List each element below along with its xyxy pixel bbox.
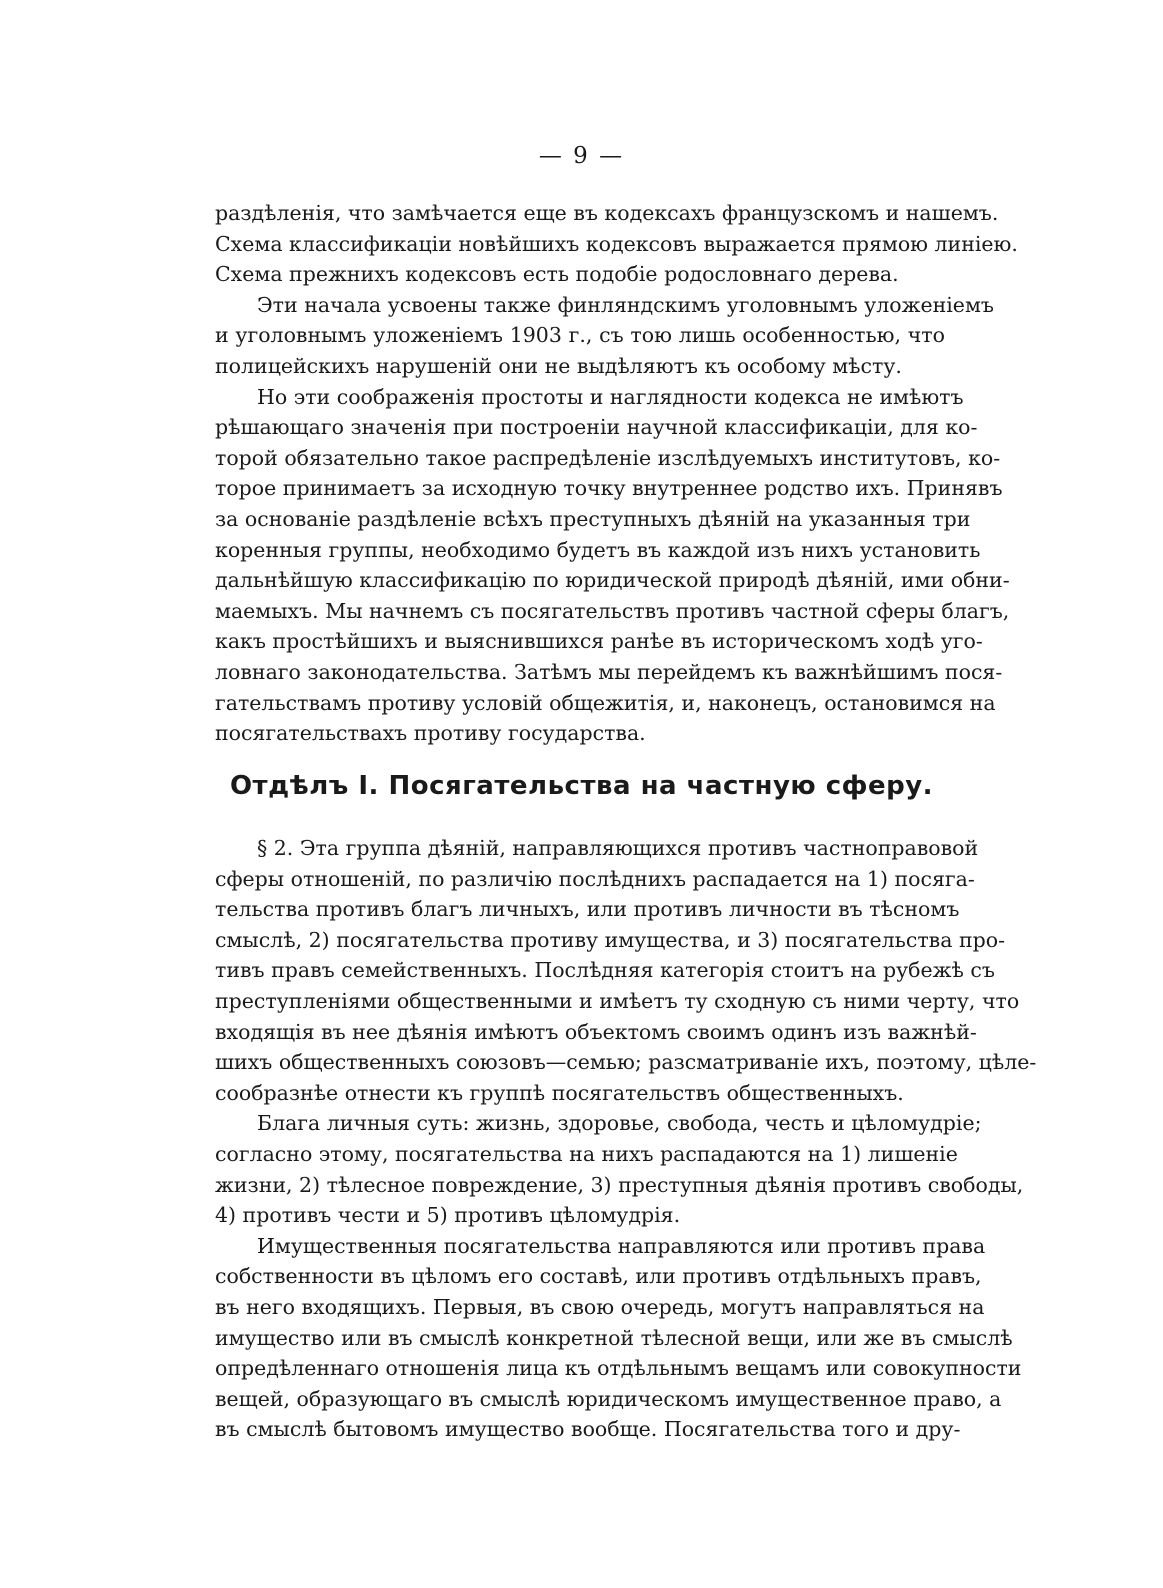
text-line: преступленіями общественными и имѣетъ ту сходную съ ними черту, что xyxy=(215,988,1020,1013)
text-line: жизни, 2) тѣлесное повреждение, 3) преступныя дѣянія противъ свободы, xyxy=(215,1172,1024,1197)
text-line: въ смыслѣ бытовомъ имущество вообще. Посягательства того и дру- xyxy=(215,1417,961,1442)
text-line: вещей, образующаго въ смыслѣ юридическомъ имущественное право, а xyxy=(215,1386,1002,1411)
text-line: тельства противъ благъ личныхъ, или противъ личности въ тѣсномъ xyxy=(215,897,960,922)
text-line: сообразнѣе отнести къ группѣ посягательствъ общественныхъ. xyxy=(215,1080,904,1105)
text-line: торое принимаетъ за исходную точку внутреннее родство ихъ. Принявъ xyxy=(215,476,1003,501)
text-block-top xyxy=(215,198,1018,749)
text-line: Схема классификаціи новѣйшихъ кодексовъ выражается прямою линіею. xyxy=(215,231,1018,256)
text-line: сферы отношеній, по различію послѣднихъ распадается на 1) посяга- xyxy=(215,866,975,891)
text-line: маемыхъ. Мы начнемъ съ посягательствъ противъ частной сферы благъ, xyxy=(215,598,1010,623)
text-line: и уголовнымъ уложеніемъ 1903 г., съ тою лишь особенностью, что xyxy=(215,323,945,348)
paragraph xyxy=(215,1231,1022,1445)
paragraph xyxy=(215,382,1010,749)
text-line: входящія въ нее дѣянія имѣютъ объектомъ своимъ одинъ изъ важнѣй- xyxy=(215,1019,977,1044)
text-line: § 2. Эта группа дѣяній, направляющихся противъ частноправовой xyxy=(257,836,979,860)
page-number: — 9 — xyxy=(538,143,625,169)
text-block-bottom xyxy=(215,833,1037,1445)
text-line: Но эти соображенія простоты и наглядности кодекса не имѣютъ xyxy=(257,384,964,409)
text-line: рѣшающаго значенія при построеніи научной классификаціи, для ко- xyxy=(215,415,978,440)
text-line: гательствамъ противу условій общежитія, и, наконецъ, остановимся на xyxy=(215,690,996,715)
text-line: Схема прежнихъ кодексовъ есть подобіе родословнаго дерева. xyxy=(215,262,899,287)
section-heading: Отдѣлъ I. Посягательства на частную сферу. xyxy=(229,771,934,801)
text-line: посягательствахъ противу государства. xyxy=(215,721,646,746)
text-line: тивъ правъ семейственныхъ. Послѣдняя категорія стоитъ на рубежѣ съ xyxy=(215,958,995,983)
text-line: Блага личныя суть: жизнь, здоровье, свобода, честь и цѣломудріе; xyxy=(257,1111,982,1136)
text-line: полицейскихъ нарушеній они не выдѣляютъ къ особому мѣсту. xyxy=(215,353,902,378)
paragraph xyxy=(215,290,994,382)
text-line: за основаніе раздѣленіе всѣхъ преступныхъ дѣяній на указанныя три xyxy=(215,506,971,531)
text-line: коренныя группы, необходимо будетъ въ каждой изъ нихъ установить xyxy=(215,537,981,562)
paragraph xyxy=(215,833,1037,1108)
text-line: шихъ общественныхъ союзовъ—семью; разсматриваніе ихъ, поэтому, цѣле- xyxy=(215,1050,1037,1075)
text-line: 4) противъ чести и 5) противъ цѣломудрія. xyxy=(215,1203,681,1228)
text-line: въ него входящихъ. Первыя, въ свою очередь, могутъ направляться на xyxy=(215,1294,985,1319)
text-line: торой обязательно такое распредѣленіе изслѣдуемыхъ институтовъ, ко- xyxy=(215,445,1001,470)
text-line: Эти начала усвоены также финляндскимъ уголовнымъ уложеніемъ xyxy=(257,292,994,317)
text-line: собственности въ цѣломъ его составѣ, или противъ отдѣльныхъ правъ, xyxy=(215,1264,982,1289)
text-line: Имущественныя посягательства направляются или противъ права xyxy=(257,1233,986,1258)
text-line: дальнѣйшую классификацію по юридической природѣ дѣяній, ими обни- xyxy=(215,568,1010,593)
text-line: ловнаго законодательства. Затѣмъ мы перейдемъ къ важнѣйшимъ пося- xyxy=(215,659,1003,684)
paragraph xyxy=(215,1108,1024,1230)
text-line: опредѣленнаго отношенія лица къ отдѣльнымъ вещамъ или совокупности xyxy=(215,1356,1022,1381)
text-line: смыслѣ, 2) посягательства противу имущества, и 3) посягательства про- xyxy=(215,927,1006,952)
text-line: раздѣленія, что замѣчается еще въ кодексахъ французскомъ и нашемъ. xyxy=(215,201,999,225)
text-line: какъ простѣйшихъ и выяснившихся ранѣе въ историческомъ ходѣ уго- xyxy=(215,629,983,654)
text-line: имущество или въ смыслѣ конкретной тѣлесной вещи, или же въ смыслѣ xyxy=(215,1325,1013,1350)
text-line: согласно этому, посягательства на нихъ распадаются на 1) лишеніе xyxy=(215,1141,958,1166)
paragraph xyxy=(215,198,1018,290)
